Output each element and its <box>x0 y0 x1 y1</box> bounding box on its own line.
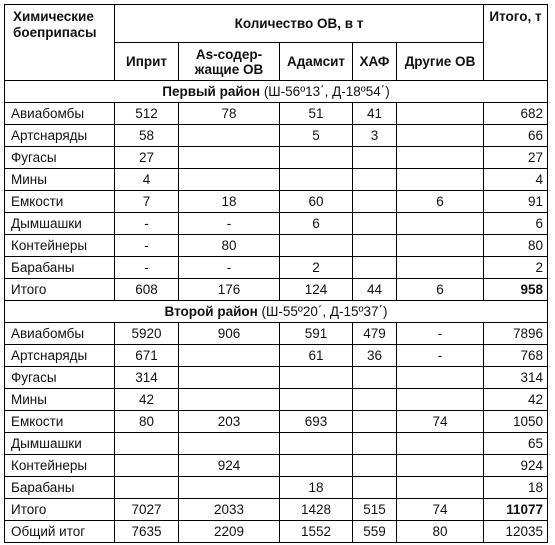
value-cell <box>397 389 484 411</box>
value-cell <box>280 433 353 455</box>
table-row <box>5 477 548 499</box>
header-munitions: Химические боеприпасы <box>5 5 115 81</box>
value-cell: 41 <box>353 103 397 125</box>
value-cell: 124 <box>280 279 353 301</box>
table-row <box>5 323 548 345</box>
header-yperite: Иприт <box>115 43 179 81</box>
value-cell: 27 <box>115 147 179 169</box>
value-cell: - <box>115 213 179 235</box>
table-row <box>5 499 548 521</box>
value-cell <box>179 477 280 499</box>
value-cell <box>115 433 179 455</box>
table-row <box>5 433 548 455</box>
header-other-agents: Другие ОВ <box>397 43 484 81</box>
value-cell: 6 <box>280 213 353 235</box>
value-cell: 18 <box>179 191 280 213</box>
row-label: Мины <box>5 389 115 411</box>
value-cell: 6 <box>397 279 484 301</box>
value-cell <box>179 169 280 191</box>
value-cell: 4 <box>115 169 179 191</box>
region-1-coords: (Ш-56º13΄, Д-18º54΄) <box>263 83 390 99</box>
value-cell: 7 <box>115 191 179 213</box>
value-cell: 80 <box>397 521 484 543</box>
value-cell <box>179 345 280 367</box>
value-cell <box>353 213 397 235</box>
value-cell <box>179 147 280 169</box>
value-cell: - <box>397 345 484 367</box>
table-row <box>5 125 548 147</box>
table-row <box>5 279 548 301</box>
value-cell <box>397 257 484 279</box>
value-cell: 51 <box>280 103 353 125</box>
row-total: 7896 <box>484 323 548 345</box>
row-total: 11077 <box>484 499 548 521</box>
table-row <box>5 169 548 191</box>
table-row <box>5 235 548 257</box>
row-total: 6 <box>484 213 548 235</box>
table-row <box>5 521 548 543</box>
value-cell: 924 <box>179 455 280 477</box>
row-label: Дымшашки <box>5 213 115 235</box>
value-cell: 906 <box>179 323 280 345</box>
value-cell <box>353 411 397 433</box>
value-cell <box>353 455 397 477</box>
value-cell <box>280 147 353 169</box>
row-total: 27 <box>484 147 548 169</box>
region-2-title: Второй район <box>164 303 258 319</box>
table-row <box>5 411 548 433</box>
value-cell: 314 <box>115 367 179 389</box>
value-cell: 7635 <box>115 521 179 543</box>
table-row <box>5 213 548 235</box>
value-cell: 74 <box>397 499 484 521</box>
region-2-coords: (Ш-55º20΄, Д-15º37΄) <box>261 303 388 319</box>
value-cell: 203 <box>179 411 280 433</box>
header-chloroacetophenone: ХАФ <box>353 43 397 81</box>
value-cell: 559 <box>353 521 397 543</box>
header-arsenic-agents: As-содер-жащие ОВ <box>179 43 280 81</box>
row-label: Мины <box>5 169 115 191</box>
row-total: 768 <box>484 345 548 367</box>
value-cell: 58 <box>115 125 179 147</box>
value-cell: 1552 <box>280 521 353 543</box>
value-cell: 693 <box>280 411 353 433</box>
value-cell: - <box>179 213 280 235</box>
value-cell <box>179 125 280 147</box>
value-cell: 2209 <box>179 521 280 543</box>
value-cell: 2 <box>280 257 353 279</box>
value-cell: 80 <box>179 235 280 257</box>
row-total: 924 <box>484 455 548 477</box>
value-cell: 6 <box>397 191 484 213</box>
value-cell <box>353 257 397 279</box>
value-cell: 1428 <box>280 499 353 521</box>
row-label: Дымшашки <box>5 433 115 455</box>
value-cell <box>179 367 280 389</box>
value-cell <box>397 125 484 147</box>
region-1-heading <box>5 81 548 103</box>
value-cell <box>179 433 280 455</box>
value-cell <box>397 455 484 477</box>
row-label: Емкости <box>5 411 115 433</box>
value-cell <box>353 477 397 499</box>
table-row <box>5 257 548 279</box>
value-cell: 3 <box>353 125 397 147</box>
header-quantity-group: Количество ОВ, в т <box>115 5 484 43</box>
table-row <box>5 455 548 477</box>
row-total: 1050 <box>484 411 548 433</box>
value-cell: 60 <box>280 191 353 213</box>
value-cell: - <box>397 323 484 345</box>
row-label: Авиабомбы <box>5 103 115 125</box>
value-cell <box>397 433 484 455</box>
table-row <box>5 389 548 411</box>
value-cell <box>115 477 179 499</box>
row-label: Барабаны <box>5 477 115 499</box>
value-cell <box>115 455 179 477</box>
row-label: Итого <box>5 499 115 521</box>
value-cell <box>353 235 397 257</box>
value-cell: - <box>115 235 179 257</box>
value-cell: 176 <box>179 279 280 301</box>
value-cell: 5920 <box>115 323 179 345</box>
value-cell <box>353 389 397 411</box>
value-cell <box>353 147 397 169</box>
munitions-table <box>4 4 548 543</box>
row-total: 65 <box>484 433 548 455</box>
value-cell: 74 <box>397 411 484 433</box>
row-label: Контейнеры <box>5 235 115 257</box>
value-cell <box>397 169 484 191</box>
table-row <box>5 103 548 125</box>
value-cell: 78 <box>179 103 280 125</box>
header-total: Итого, т <box>484 5 548 81</box>
value-cell <box>353 367 397 389</box>
value-cell: 80 <box>115 411 179 433</box>
value-cell <box>397 477 484 499</box>
value-cell <box>353 191 397 213</box>
value-cell: 2033 <box>179 499 280 521</box>
value-cell: 671 <box>115 345 179 367</box>
value-cell: 5 <box>280 125 353 147</box>
value-cell <box>397 367 484 389</box>
value-cell <box>397 235 484 257</box>
value-cell: 36 <box>353 345 397 367</box>
value-cell <box>280 455 353 477</box>
row-total: 91 <box>484 191 548 213</box>
region-1-body <box>5 81 548 301</box>
value-cell <box>280 169 353 191</box>
row-total: 66 <box>484 125 548 147</box>
value-cell <box>397 147 484 169</box>
value-cell: 591 <box>280 323 353 345</box>
row-label: Итого <box>5 279 115 301</box>
value-cell <box>397 103 484 125</box>
region-2-heading <box>5 301 548 323</box>
value-cell: 608 <box>115 279 179 301</box>
value-cell: - <box>179 257 280 279</box>
value-cell: 18 <box>280 477 353 499</box>
value-cell <box>353 433 397 455</box>
table-row <box>5 191 548 213</box>
row-total: 314 <box>484 367 548 389</box>
value-cell <box>179 389 280 411</box>
value-cell: 515 <box>353 499 397 521</box>
row-label: Емкости <box>5 191 115 213</box>
value-cell: 44 <box>353 279 397 301</box>
value-cell: 479 <box>353 323 397 345</box>
value-cell: 7027 <box>115 499 179 521</box>
value-cell <box>397 213 484 235</box>
row-total: 42 <box>484 389 548 411</box>
row-total: 12035 <box>484 521 548 543</box>
row-total: 2 <box>484 257 548 279</box>
row-label: Фугасы <box>5 147 115 169</box>
value-cell <box>280 389 353 411</box>
row-label: Артснаряды <box>5 345 115 367</box>
value-cell: - <box>115 257 179 279</box>
row-total: 958 <box>484 279 548 301</box>
table-row <box>5 345 548 367</box>
table-row <box>5 147 548 169</box>
region-2-body <box>5 301 548 543</box>
row-label: Фугасы <box>5 367 115 389</box>
row-label: Барабаны <box>5 257 115 279</box>
table-row <box>5 367 548 389</box>
row-label: Общий итог <box>5 521 115 543</box>
value-cell: 512 <box>115 103 179 125</box>
row-label: Авиабомбы <box>5 323 115 345</box>
value-cell <box>280 367 353 389</box>
header-adamsite: Адамсит <box>280 43 353 81</box>
value-cell <box>280 235 353 257</box>
row-total: 682 <box>484 103 548 125</box>
row-label: Артснаряды <box>5 125 115 147</box>
row-label: Контейнеры <box>5 455 115 477</box>
row-total: 80 <box>484 235 548 257</box>
row-total: 4 <box>484 169 548 191</box>
row-total: 18 <box>484 477 548 499</box>
region-1-title: Первый район <box>162 83 261 99</box>
value-cell <box>353 169 397 191</box>
value-cell: 42 <box>115 389 179 411</box>
value-cell: 61 <box>280 345 353 367</box>
